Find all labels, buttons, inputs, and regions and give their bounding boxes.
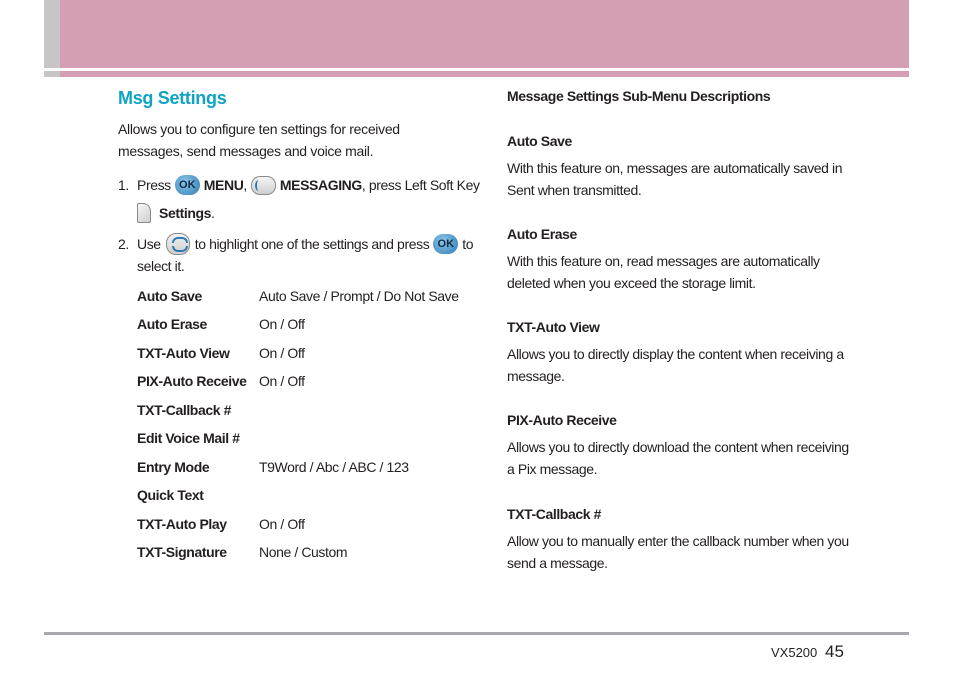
setting-label: TXT-Auto View xyxy=(137,345,230,361)
page-number: 45 xyxy=(825,642,844,661)
step-text: Use xyxy=(137,236,161,252)
step-text: select it. xyxy=(137,258,185,274)
header-pink-banner xyxy=(60,0,909,68)
intro-text: Allows you to configure ten settings for received messages, send messages and voice mail. xyxy=(118,121,400,159)
step-text: to xyxy=(462,236,474,252)
step-1-line-2 xyxy=(137,203,215,223)
step-2-line-2 xyxy=(137,258,184,274)
header-gray-block xyxy=(44,0,60,68)
step-2-line-1 xyxy=(118,233,473,255)
setting-value: None / Custom xyxy=(259,544,348,560)
setting-value: On / Off xyxy=(259,373,305,389)
setting-label: Entry Mode xyxy=(137,459,210,475)
step-text: Press xyxy=(137,177,171,193)
left-soft-key-icon xyxy=(137,203,151,223)
setting-value: On / Off xyxy=(259,316,305,332)
description-title: Auto Erase xyxy=(507,226,577,242)
setting-label: TXT-Auto Play xyxy=(137,516,227,532)
setting-label: TXT-Callback # xyxy=(137,402,231,418)
step-text: , press Left Soft Key xyxy=(361,177,480,193)
header-gray-rule xyxy=(44,71,60,77)
setting-value: On / Off xyxy=(259,345,305,361)
navigation-key-icon xyxy=(166,233,190,255)
step-text: . xyxy=(211,205,215,221)
setting-value: On / Off xyxy=(259,516,305,532)
setting-label: Quick Text xyxy=(137,487,204,503)
settings-keyword: Settings xyxy=(159,205,212,221)
step-number: 2. xyxy=(118,236,129,252)
step-1-line-1 xyxy=(118,175,480,195)
description-text: Allows you to directly download the content when receiving a Pix message. xyxy=(507,439,849,477)
description-text: Allow you to manually enter the callback number when you send a message. xyxy=(507,533,849,571)
footer-rule xyxy=(44,632,909,635)
ok-key-icon: OK xyxy=(175,175,200,195)
descriptions-heading: Message Settings Sub-Menu Descriptions xyxy=(507,88,771,104)
description-text: With this feature on, messages are automatically saved in Sent when transmitted. xyxy=(507,160,843,198)
step-text: , xyxy=(243,177,247,193)
step-text: to highlight one of the settings and press xyxy=(194,236,430,252)
description-title: Auto Save xyxy=(507,133,572,149)
description-text: With this feature on, read messages are automatically deleted when you exceed the storage limit. xyxy=(507,253,820,291)
description-text: Allows you to directly display the content when receiving a message. xyxy=(507,346,844,384)
step-number: 1. xyxy=(118,177,129,193)
menu-keyword: MENU xyxy=(203,177,244,193)
setting-label: Auto Save xyxy=(137,288,202,304)
description-title: TXT-Auto View xyxy=(507,319,600,335)
messaging-keyword: MESSAGING xyxy=(279,177,362,193)
description-title: PIX-Auto Receive xyxy=(507,412,617,428)
setting-value: Auto Save / Prompt / Do Not Save xyxy=(259,288,459,304)
setting-label: TXT-Signature xyxy=(137,544,227,560)
section-title: Msg Settings xyxy=(118,88,227,108)
ok-key-icon: OK xyxy=(433,234,458,254)
header-pink-rule xyxy=(60,71,909,77)
messaging-key-icon xyxy=(251,176,276,195)
description-title: TXT-Callback # xyxy=(507,506,601,522)
setting-label: PIX-Auto Receive xyxy=(137,373,247,389)
setting-label: Edit Voice Mail # xyxy=(137,430,240,446)
setting-label: Auto Erase xyxy=(137,316,207,332)
model-name: VX5200 xyxy=(771,645,818,660)
setting-value: T9Word / Abc / ABC / 123 xyxy=(259,459,409,475)
